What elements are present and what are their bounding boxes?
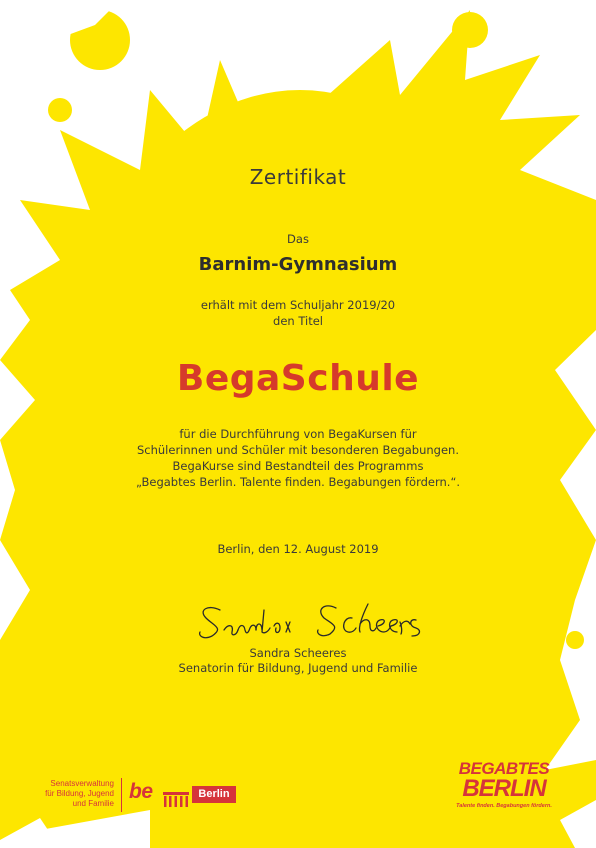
senate-line: und Familie	[72, 799, 114, 808]
intro-text: Das	[287, 232, 309, 246]
logo-divider	[121, 778, 122, 812]
place-date: Berlin, den 12. August 2019	[217, 542, 379, 556]
title-line: den Titel	[273, 314, 323, 328]
description-line: BegaKurse sind Bestandteil des Programms	[172, 459, 424, 473]
receives-line: erhält mit dem Schuljahr 2019/20	[200, 298, 396, 312]
certificate-title: Zertifikat	[249, 165, 347, 189]
be-berlin-logo: be	[129, 780, 153, 803]
signatory-name: Sandra Scheeres	[249, 646, 347, 660]
description	[0, 426, 596, 490]
brandenburg-gate-icon	[162, 790, 190, 808]
description-line: „Begabtes Berlin. Talente finden. Begabungen fördern.“.	[135, 475, 461, 489]
description-line: Schülerinnen und Schüler mit besonderen Begabungen.	[136, 443, 459, 457]
school-name: Barnim-Gymnasium	[198, 254, 398, 275]
program-logo-line1: BEGABTES	[458, 759, 550, 778]
program-tagline: Talente finden. Begabungen fördern.	[456, 803, 552, 809]
senate-department-label	[14, 779, 114, 809]
program-logo-line2: BERLIN	[462, 775, 546, 802]
description-line: für die Durchführung von BegaKursen für	[179, 427, 417, 441]
handwritten-signature	[190, 596, 430, 646]
berlin-label: Berlin	[192, 786, 236, 803]
award-title: BegaSchule	[176, 358, 420, 399]
signatory-role: Senatorin für Bildung, Jugend und Familie	[178, 661, 418, 675]
senate-line: für Bildung, Jugend	[45, 789, 114, 798]
senate-line: Senatsverwaltung	[50, 779, 114, 788]
